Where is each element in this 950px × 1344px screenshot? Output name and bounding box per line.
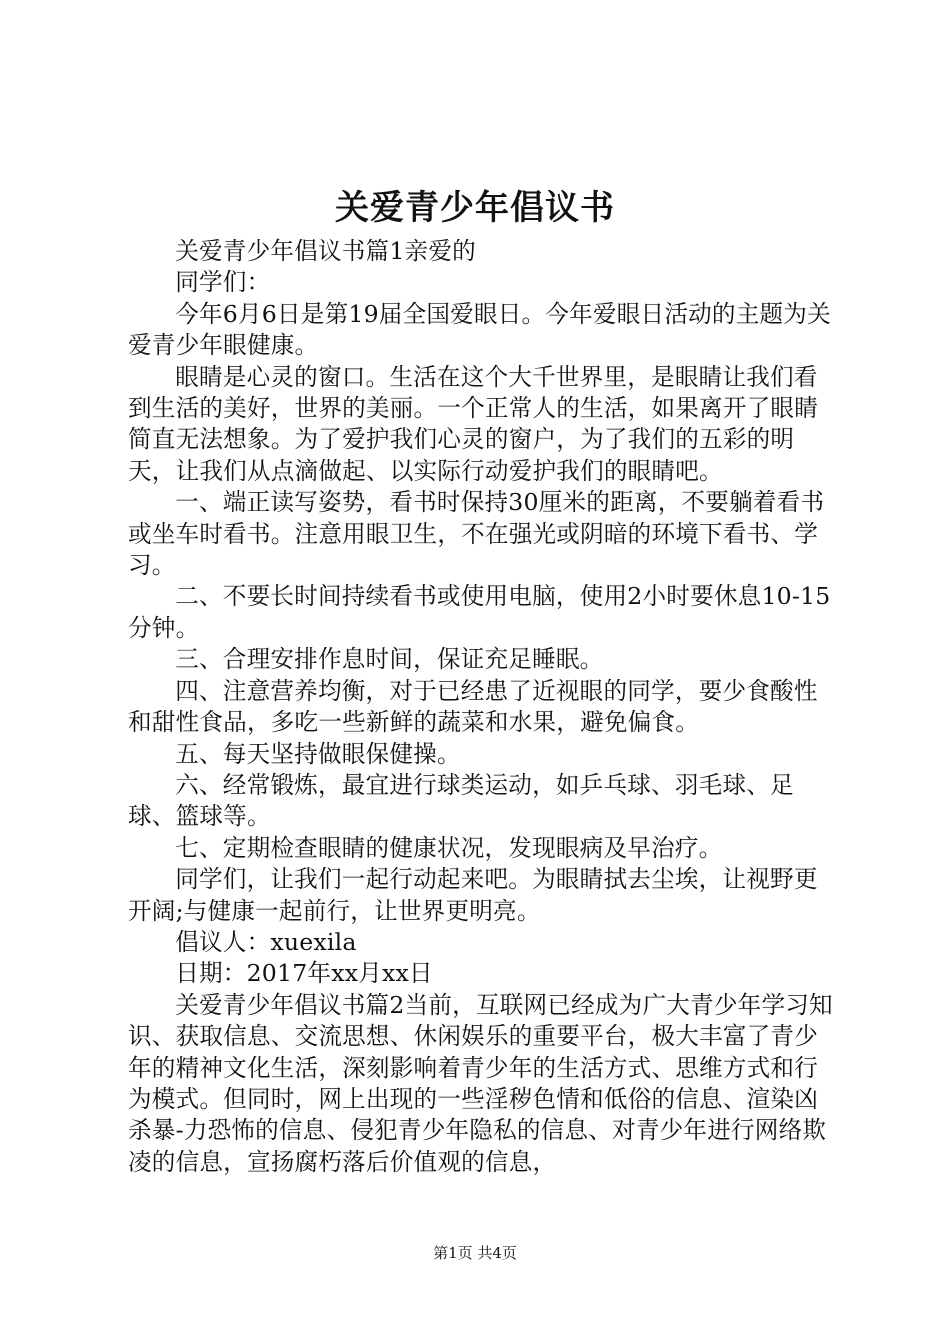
paragraph: 四、注意营养均衡，对于已经患了近视眼的同学，要少食酸性和甜性食品，多吃一些新鲜的蔬菜和水果，避免偏食。 [128, 676, 818, 737]
paragraph: 关爱青少年倡议书篇2当前，互联网已经成为广大青少年学习知识、获取信息、交流思想、休闲娱乐的重要平台，极大丰富了青少年的精神文化生活，深刻影响着青少年的生活方式、思维方式和行为模式。但同时，网上出现的一些淫秽色情和低俗的信息、渲染凶杀暴-力恐怖的信息、侵犯青少年隐私的信息、对青少年进行网络欺凌的信息，宣扬腐朽落后价值观的信息， [128, 990, 833, 1176]
paragraph: 二、不要长时间持续看书或使用电脑，使用2小时要休息10-15分钟。 [128, 582, 831, 642]
paragraph: 同学们，让我们一起行动起来吧。为眼睛拭去尘埃，让视野更开阔;与健康一起前行，让世界更明亮。 [128, 865, 818, 925]
date-line: 日期：2017年xx月xx日 [175, 959, 433, 988]
document-body [128, 236, 838, 1178]
page-footer: 第1页 共4页 [433, 1244, 517, 1262]
paragraph: 六、经常锻炼，最宜进行球类运动，如乒乓球、羽毛球、足球、篮球等。 [128, 770, 794, 831]
document-title: 关爱青少年倡议书 [335, 188, 615, 228]
paragraph: 三、合理安排作息时间，保证充足睡眠。 [175, 645, 604, 674]
paragraph: 七、定期检查眼睛的健康状况，发现眼病及早治疗。 [175, 833, 723, 862]
paragraph: 今年6月6日是第19届全国爱眼日。今年爱眼日活动的主题为关爱青少年眼健康。 [128, 299, 831, 360]
signature-line: 倡议人：xuexila [175, 927, 357, 956]
paragraph: 一、端正读写姿势，看书时保持30厘米的距离，不要躺着看书或坐车时看书。注意用眼卫生，不在强光或阴暗的环境下看书、学习。 [128, 488, 825, 580]
paragraph: 同学们： [175, 268, 271, 297]
paragraph: 五、每天坚持做眼保健操。 [175, 739, 461, 768]
paragraph: 关爱青少年倡议书篇1亲爱的 [175, 237, 476, 265]
paragraph: 眼睛是心灵的窗口。生活在这个大千世界里，是眼睛让我们看到生活的美好，世界的美丽。一个正常人的生活，如果离开了眼睛简直无法想象。为了爱护我们心灵的窗户，为了我们的五彩的明天，让我们从点滴做起、以实际行动爱护我们的眼睛吧。 [128, 362, 819, 485]
